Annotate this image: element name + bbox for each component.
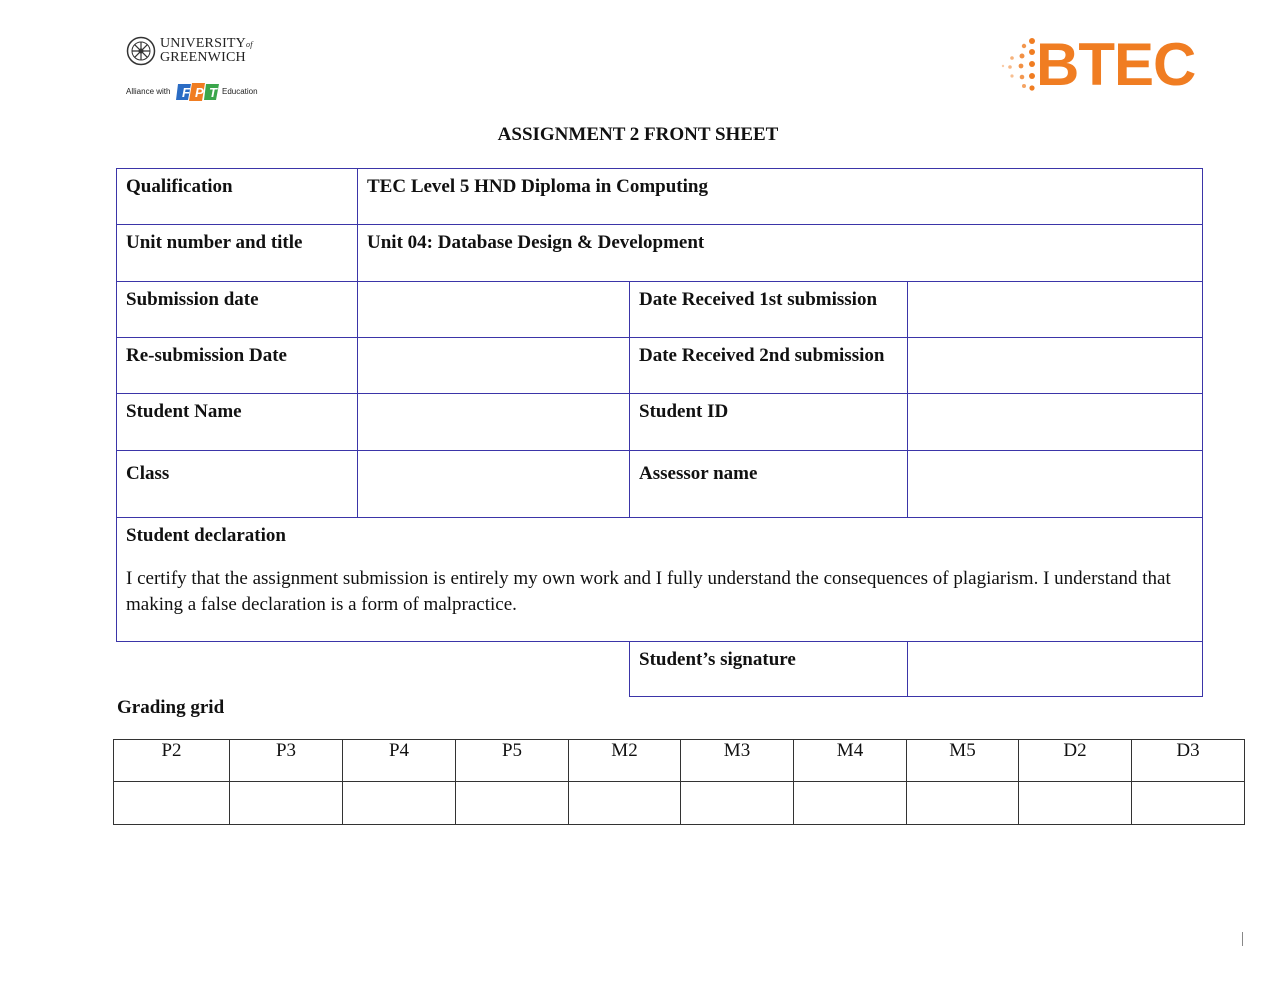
table-line	[907, 281, 908, 518]
table-line	[1202, 168, 1203, 697]
btec-logo	[1000, 31, 1196, 98]
unit-value: Unit 04: Database Design & Development	[367, 232, 705, 253]
submission-date-label: Submission date	[126, 289, 259, 310]
date-received-2-label: Date Received 2nd submission	[639, 345, 885, 366]
table-line	[116, 393, 1203, 394]
table-line	[116, 168, 117, 642]
grade-header-m3: M3	[723, 740, 751, 761]
table-line	[116, 450, 1203, 451]
fpt-letter-t: T	[209, 85, 217, 100]
alliance-fpt	[126, 82, 266, 104]
grid-line	[1244, 739, 1245, 825]
grid-line	[113, 781, 1245, 782]
table-line	[629, 696, 1203, 697]
university-seal-icon	[126, 36, 156, 66]
declaration-heading: Student declaration	[126, 525, 286, 546]
table-line	[357, 168, 358, 518]
university-name: UNIVERSITYof GREENWICH	[160, 36, 253, 65]
student-name-label: Student Name	[126, 401, 242, 422]
student-id-label: Student ID	[639, 401, 729, 422]
table-line	[629, 641, 630, 697]
grade-header-p5: P5	[501, 740, 523, 761]
btec-dots-icon	[1000, 36, 1040, 98]
text-cursor	[1242, 932, 1243, 946]
table-line	[116, 281, 1203, 282]
grade-header-p4: P4	[388, 740, 410, 761]
grade-header-p2: P2	[161, 740, 182, 761]
table-line	[629, 281, 630, 518]
table-line	[116, 224, 1203, 225]
grade-header-m5: M5	[949, 740, 976, 761]
unit-label: Unit number and title	[126, 232, 303, 253]
grid-line	[113, 824, 1245, 825]
education-text: Education	[222, 87, 258, 96]
qualification-value: TEC Level 5 HND Diploma in Computing	[367, 176, 708, 197]
fpt-letter-f: F	[182, 85, 190, 100]
grade-header-d2: D2	[1063, 740, 1087, 761]
table-line	[116, 517, 1203, 518]
resubmission-date-label: Re-submission Date	[126, 345, 287, 366]
btec-wordmark: BTEC	[1036, 31, 1196, 98]
qualification-label: Qualification	[126, 176, 233, 197]
grading-grid-title: Grading grid	[117, 697, 225, 718]
class-label: Class	[126, 463, 170, 484]
grade-header-d3: D3	[1176, 740, 1200, 761]
grade-header-m4: M4	[836, 740, 864, 761]
assessor-label: Assessor name	[639, 463, 758, 484]
table-line	[116, 168, 1203, 169]
signature-label: Student’s signature	[639, 649, 796, 670]
grade-header-p3: P3	[275, 740, 297, 761]
table-line	[116, 641, 1203, 642]
declaration-text: I certify that the assignment submission is entirely my own work and I fully understand the consequences of plagiarism. I understand that making a false declaration is a form of malpractice.	[126, 568, 1171, 615]
page-title: ASSIGNMENT 2 FRONT SHEET	[497, 124, 779, 145]
university-greenwich-logo	[126, 36, 266, 106]
alliance-with-text: Alliance with	[126, 87, 171, 96]
fpt-letter-p: P	[195, 85, 204, 100]
date-received-1-label: Date Received 1st submission	[639, 289, 878, 310]
table-line	[907, 641, 908, 697]
fpt-logo-icon	[176, 82, 220, 102]
table-line	[116, 337, 1203, 338]
grade-header-m2: M2	[611, 740, 638, 761]
